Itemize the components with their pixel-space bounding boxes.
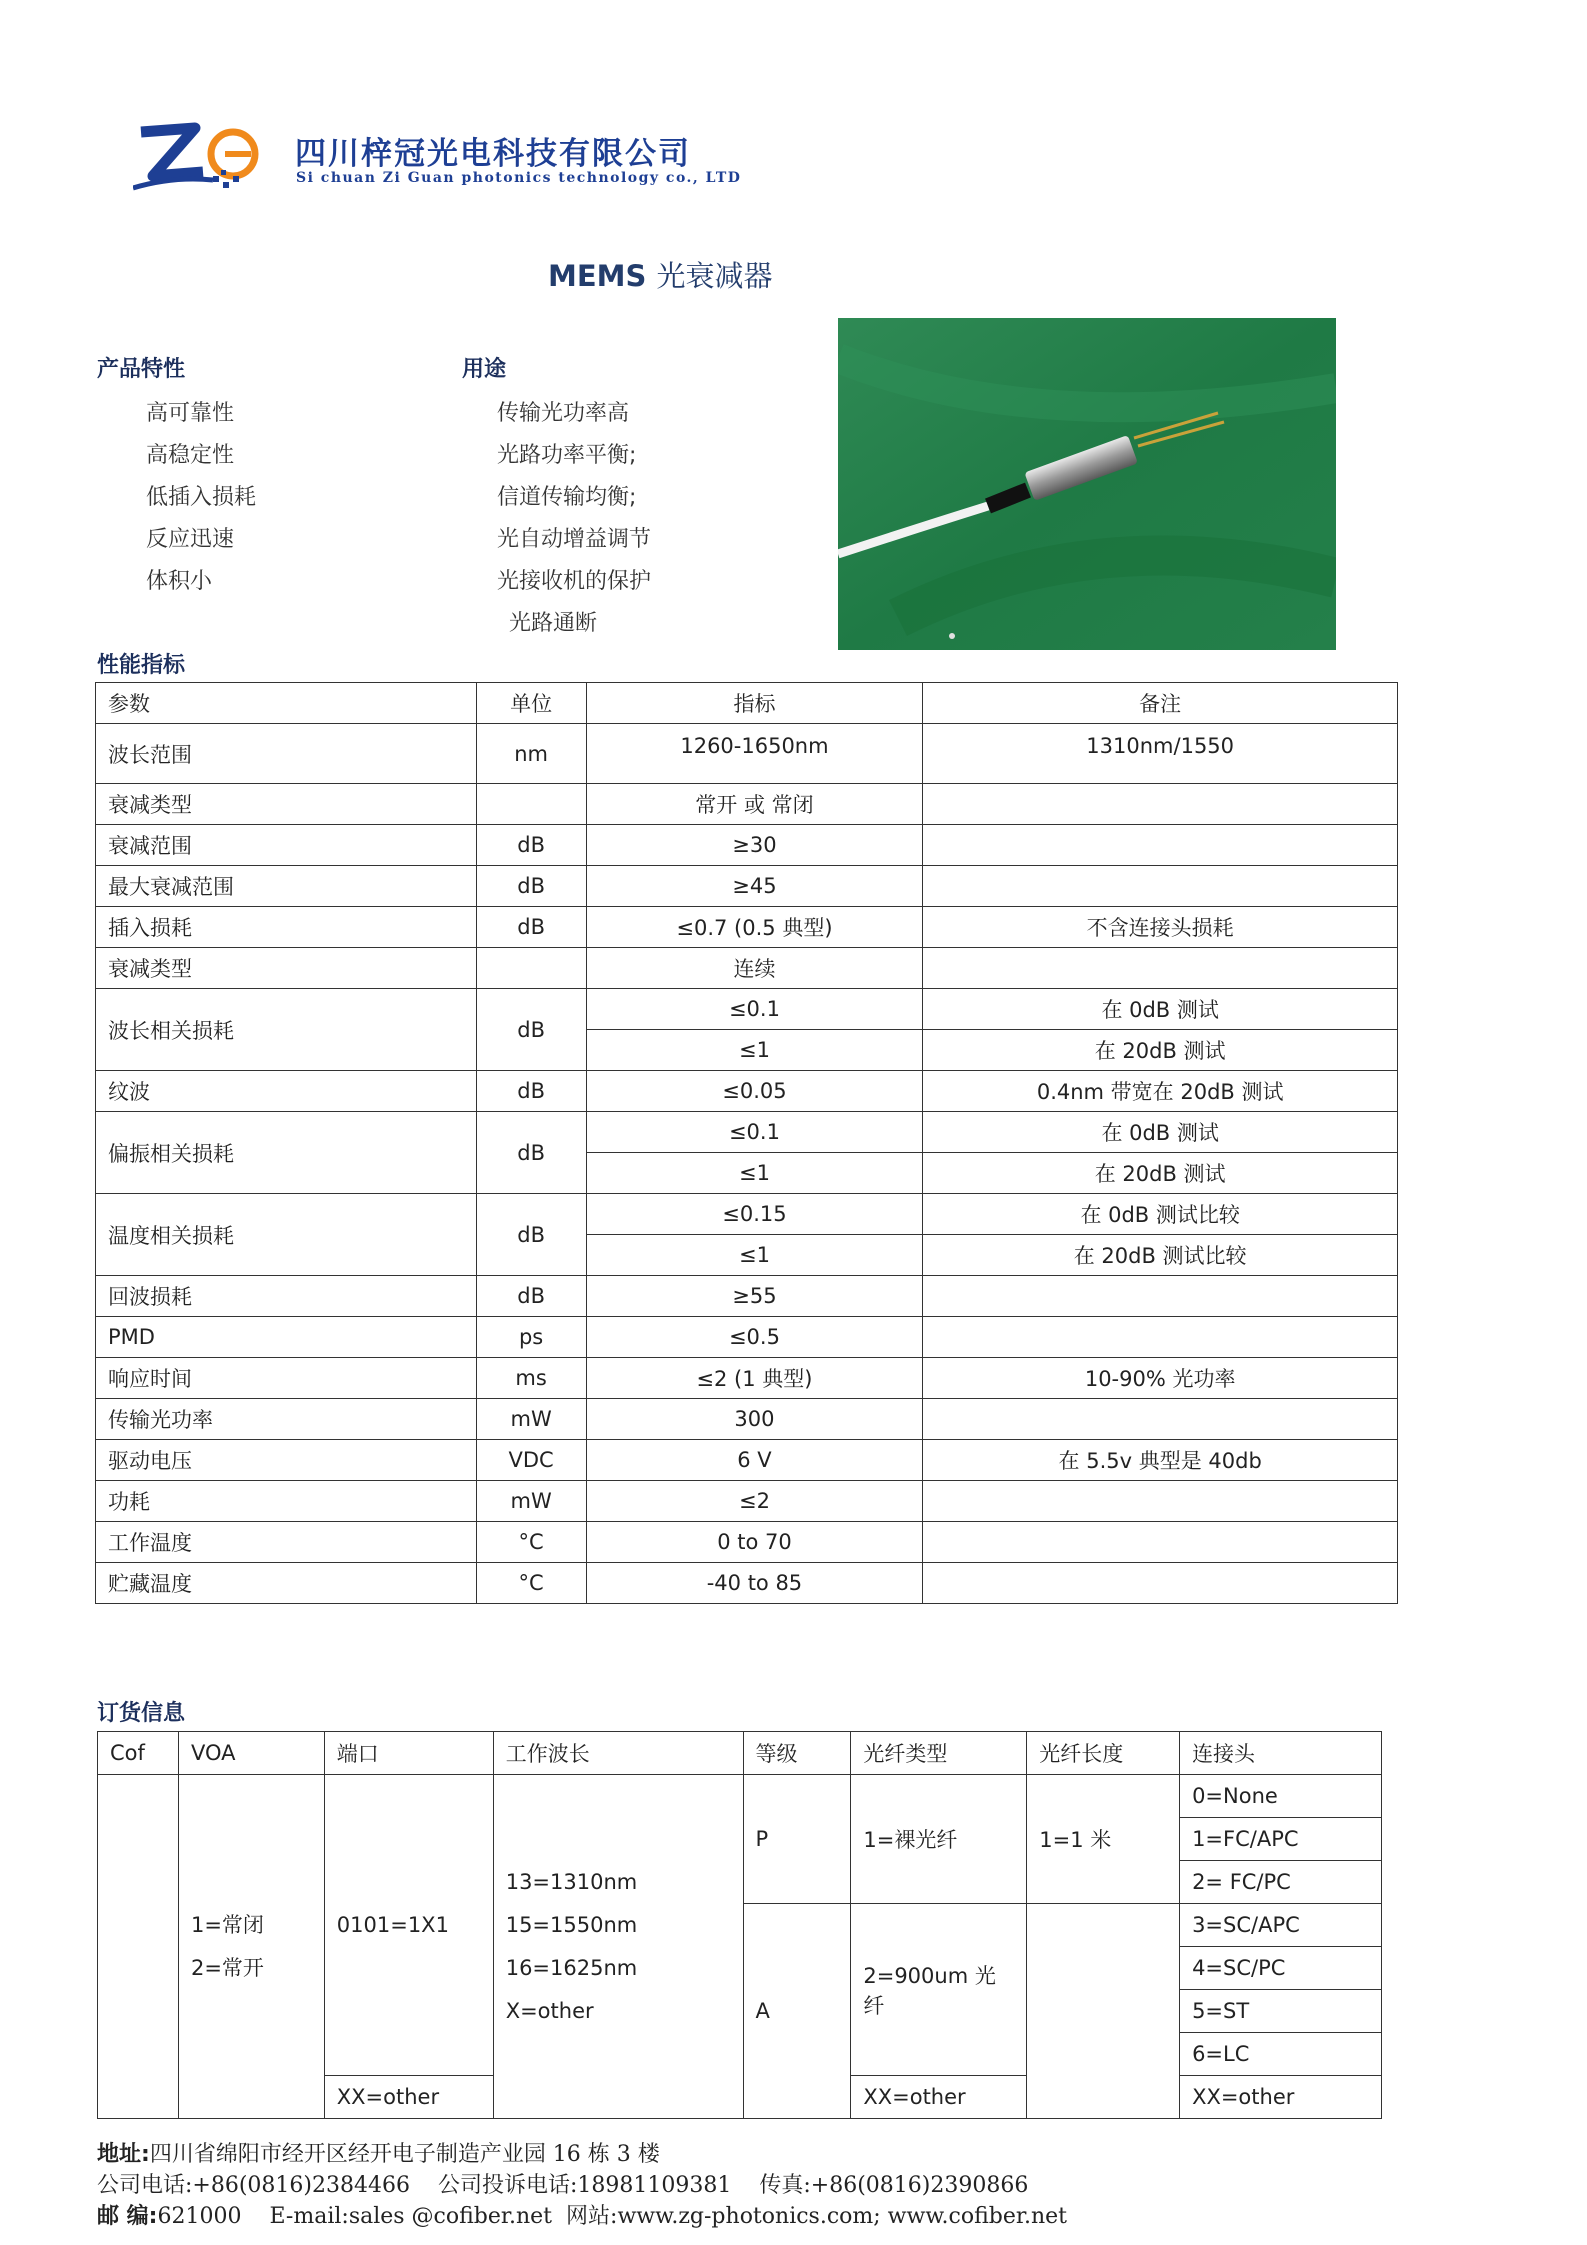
unit-cell [476,948,586,989]
value-cell: -40 to 85 [586,1563,923,1604]
param-cell: 波长范围 [96,724,477,784]
value-cell: 300 [586,1399,923,1440]
note-cell: 在 20dB 测试比较 [923,1235,1398,1276]
value-cell: ≤2 [586,1481,923,1522]
header-cell: VOA [178,1732,324,1775]
note-cell: 在 0dB 测试 [923,989,1398,1030]
email-value[interactable]: sales @cofiber.net [348,2204,553,2229]
application-item: 信道传输均衡; [497,485,637,510]
footer-phones [97,2168,1028,2199]
table-row [96,948,1398,989]
param-cell: 功耗 [96,1481,477,1522]
table-row [96,1522,1398,1563]
table-row [96,1071,1398,1112]
application-item: 光自动增益调节 [497,527,652,552]
param-cell: 传输光功率 [96,1399,477,1440]
wavelength-option: X=other [505,1998,594,2023]
note-cell: 0.4nm 带宽在 20dB 测试 [923,1071,1398,1112]
note-cell: 1310nm/1550 [923,724,1398,784]
header-cell: 等级 [743,1732,851,1775]
param-cell: 衰减类型 [96,948,477,989]
unit-cell: nm [476,724,586,784]
voa-cell [178,1775,324,2119]
param-cell: 插入损耗 [96,907,477,948]
unit-cell: dB [476,1112,586,1194]
footer-address [97,2137,660,2168]
note-cell [923,825,1398,866]
table-row [96,1399,1398,1440]
connector-cell: 1=FC/APC [1180,1818,1382,1861]
fiber-type-cell: 2=900um 光纤 [851,1904,1027,2076]
voa-option: 1=常闭 [190,1912,264,1937]
note-cell: 在 20dB 测试 [923,1030,1398,1071]
connector-cell: 2= FC/PC [1180,1861,1382,1904]
param-cell: 衰减范围 [96,825,477,866]
company-name-en: Si chuan Zi Guan photonics technology co., LTD [296,170,742,186]
value-cell: ≤2 (1 典型) [586,1358,923,1399]
table-row [96,1112,1398,1153]
header-cell: 单位 [476,683,586,724]
unit-cell: dB [476,1071,586,1112]
param-cell: 纹波 [96,1071,477,1112]
note-cell: 在 0dB 测试比较 [923,1194,1398,1235]
table-row [96,1563,1398,1604]
port-cell: 0101=1X1 [324,1775,493,2076]
table-row [96,866,1398,907]
web-label: 网站: [566,2204,618,2229]
header-cell: 光纤类型 [851,1732,1027,1775]
param-cell: 贮藏温度 [96,1563,477,1604]
connector-cell: 5=ST [1180,1990,1382,2033]
unit-cell: dB [476,1276,586,1317]
value-cell: ≤1 [586,1235,923,1276]
application-item: 光路功率平衡; [497,443,637,468]
voa-option: 2=常开 [190,1955,264,1980]
grade-cell: P [743,1775,851,1904]
connector-cell: 3=SC/APC [1180,1904,1382,1947]
footer-contact [97,2199,1067,2230]
unit-cell: ms [476,1358,586,1399]
unit-cell: °C [476,1563,586,1604]
param-cell: 偏振相关损耗 [96,1112,477,1194]
title-cn: 光衰减器 [656,259,773,293]
spec-table [95,682,1398,1604]
header-cell: 参数 [96,683,477,724]
param-cell: 最大衰减范围 [96,866,477,907]
port-other-cell: XX=other [324,2076,493,2119]
value-cell: ≤0.15 [586,1194,923,1235]
param-cell: 工作温度 [96,1522,477,1563]
value-cell: 常开 或 常闭 [586,784,923,825]
product-photo [838,318,1336,650]
value-cell: 6 V [586,1440,923,1481]
email-label: E-mail: [269,2204,349,2229]
table-row [96,1440,1398,1481]
wavelength-option: 16=1625nm [505,1955,638,1980]
table-row [96,907,1398,948]
value-cell: ≤1 [586,1030,923,1071]
connector-cell: 4=SC/PC [1180,1947,1382,1990]
table-row [98,1775,1382,1818]
company-name-cn: 四川梓冠光电科技有限公司 [295,136,691,172]
table-row [96,1317,1398,1358]
table-row [96,825,1398,866]
address-label: 地址: [97,2142,150,2167]
wavelength-option: 15=1550nm [505,1912,638,1937]
fax-label: 传真: [759,2173,811,2198]
param-cell: 回波损耗 [96,1276,477,1317]
note-cell [923,1563,1398,1604]
feature-item: 高稳定性 [146,443,235,468]
order-table [97,1731,1382,2119]
value-cell: 0 to 70 [586,1522,923,1563]
fiber-length-cell: 1=1 米 [1027,1775,1180,1904]
value-cell: ≤0.1 [586,989,923,1030]
company-logo [133,118,273,198]
header-cell: 指标 [586,683,923,724]
note-cell [923,1522,1398,1563]
fiber-other-cell: XX=other [851,2076,1027,2119]
value-cell: ≥30 [586,825,923,866]
cof-cell [98,1775,179,2119]
unit-cell: mW [476,1399,586,1440]
value-cell: 1260-1650nm [586,724,923,784]
unit-cell: °C [476,1522,586,1563]
note-cell [923,1317,1398,1358]
application-item: 传输光功率高 [497,401,630,426]
header-cell: 端口 [324,1732,493,1775]
phone-label: 公司电话: [97,2173,193,2198]
note-cell: 在 20dB 测试 [923,1153,1398,1194]
note-cell [923,784,1398,825]
unit-cell: dB [476,989,586,1071]
value-cell: ≤0.05 [586,1071,923,1112]
unit-cell: dB [476,825,586,866]
note-cell [923,1481,1398,1522]
document-title [548,254,773,295]
address-value: 四川省绵阳市经开区经开电子制造产业园 16 栋 3 楼 [149,2142,660,2167]
note-cell [923,1276,1398,1317]
table-header-row [96,683,1398,724]
table-row [96,1194,1398,1235]
note-cell: 在 0dB 测试 [923,1112,1398,1153]
unit-cell: mW [476,1481,586,1522]
feature-item: 体积小 [146,569,213,594]
table-header-row [98,1732,1382,1775]
header-cell: Cof [98,1732,179,1775]
feature-item: 反应迅速 [146,527,235,552]
web-value[interactable]: www.zg-photonics.com; www.cofiber.net [617,2204,1068,2229]
unit-cell: dB [476,1194,586,1276]
application-item: 光接收机的保护 [497,569,652,594]
complaint-label: 公司投诉电话: [437,2173,578,2198]
note-cell: 10-90% 光功率 [923,1358,1398,1399]
param-cell: PMD [96,1317,477,1358]
fiber-length-cell [1027,1904,1180,2119]
unit-cell: dB [476,866,586,907]
param-cell: 响应时间 [96,1358,477,1399]
value-cell: ≤0.1 [586,1112,923,1153]
unit-cell: dB [476,907,586,948]
value-cell: ≤0.7 (0.5 典型) [586,907,923,948]
fiber-type-cell: 1=裸光纤 [851,1775,1027,1904]
applications-heading: 用途 [462,357,507,382]
value-cell: ≤1 [586,1153,923,1194]
table-row [96,1481,1398,1522]
note-cell [923,948,1398,989]
unit-cell: ps [476,1317,586,1358]
param-cell: 驱动电压 [96,1440,477,1481]
application-item: 光路通断 [509,611,598,636]
wavelength-cell [493,1775,743,2119]
value-cell: ≥55 [586,1276,923,1317]
table-row [96,1276,1398,1317]
complaint-value: 18981109381 [577,2173,732,2198]
note-cell [923,1399,1398,1440]
wavelength-option: 13=1310nm [505,1869,638,1894]
note-cell: 在 5.5v 典型是 40db [923,1440,1398,1481]
fax-value: +86(0816)2390866 [810,2173,1029,2198]
note-cell [923,866,1398,907]
phone-value: +86(0816)2384466 [192,2173,410,2198]
unit-cell [476,784,586,825]
zip-label: 邮 编: [97,2204,158,2229]
value-cell: ≥45 [586,866,923,907]
param-cell: 温度相关损耗 [96,1194,477,1276]
value-cell: ≤0.5 [586,1317,923,1358]
grade-cell: A [743,1904,851,2119]
table-row [96,724,1398,784]
table-row [96,784,1398,825]
header-cell: 备注 [923,683,1398,724]
note-cell: 不含连接头损耗 [923,907,1398,948]
title-en: MEMS [548,259,647,293]
features-heading: 产品特性 [97,357,186,382]
zip-value: 621000 [157,2204,242,2229]
header-cell: 光纤长度 [1027,1732,1180,1775]
header-cell: 工作波长 [493,1732,743,1775]
connector-cell: XX=other [1180,2076,1382,2119]
header-cell: 连接头 [1180,1732,1382,1775]
table-row [96,1358,1398,1399]
connector-cell: 6=LC [1180,2033,1382,2076]
spec-heading: 性能指标 [97,653,186,678]
param-cell: 衰减类型 [96,784,477,825]
connector-cell: 0=None [1180,1775,1382,1818]
order-heading: 订货信息 [97,1701,186,1726]
param-cell: 波长相关损耗 [96,989,477,1071]
feature-item: 低插入损耗 [146,485,257,510]
value-cell: 连续 [586,948,923,989]
table-row [96,989,1398,1030]
unit-cell: VDC [476,1440,586,1481]
feature-item: 高可靠性 [146,401,235,426]
